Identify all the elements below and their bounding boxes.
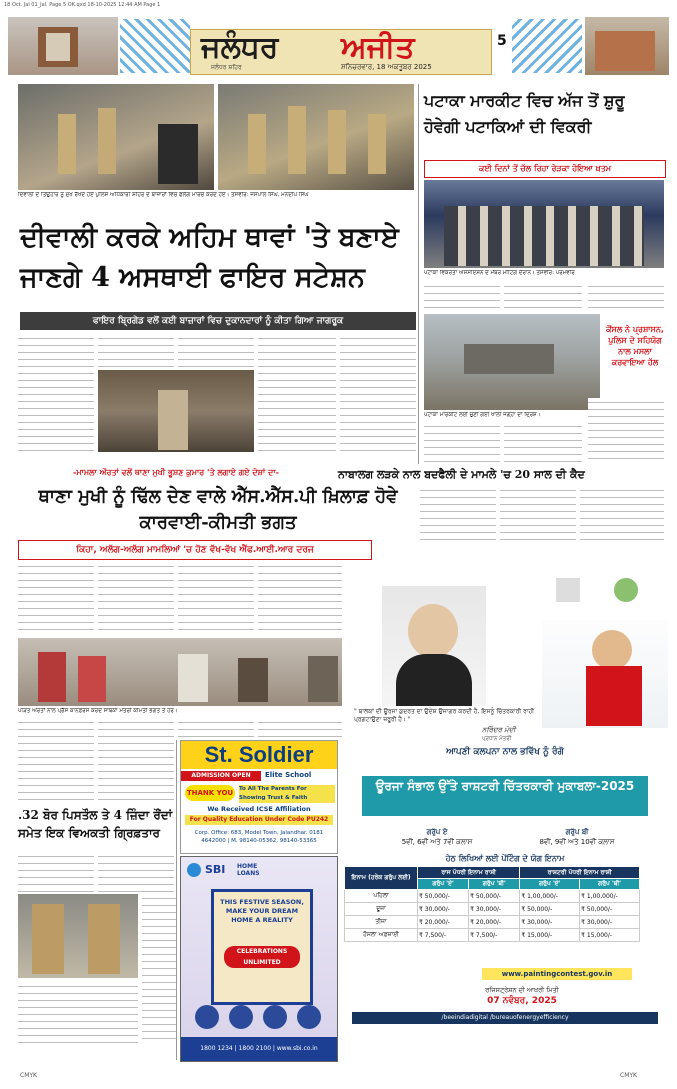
sbi-house [211, 889, 313, 1005]
prize-cell: ₹ 1,00,000/- [580, 890, 640, 903]
prize-cell: ₹ 7,500/- [418, 929, 469, 942]
sho-kicker: -ਮਾਮਲਾ ਔਰਤਾਂ ਵਲੋਂ ਥਾਣਾ ਮੁਖੀ ਭੂਸ਼ਣ ਕੁਮਾਰ 'ਤੇ ਲਗਾਏ ਗਏ ਦੋਸ਼ਾਂ ਦਾ- [73, 468, 279, 477]
girl-painting-photo [542, 620, 668, 728]
prize-cell: ਪਹਿਲਾ [345, 890, 418, 903]
prize-sub-state-a: ਗਰੁੱਪ 'ਏ' [418, 879, 469, 890]
pistol-headline: .32 ਬੋਰ ਪਿਸਤੌਲ ਤੇ 4 ਜ਼ਿੰਦਾ ਰੌਂਦਾਂ ਸਮੇਤ ਇਕ ਵਿਅਕਤੀ ਗ੍ਰਿਫ਼ਤਾਰ [18, 808, 173, 840]
masthead-city: ਜਲੰਧਰ [201, 30, 279, 65]
stsoldier-cbse: We Received ICSE Affiliation [207, 805, 311, 813]
column-rule [418, 84, 419, 464]
pistol-body-2 [98, 852, 174, 892]
pistol-police-photo [18, 894, 138, 978]
masthead-banner [190, 29, 492, 75]
prize-cell: ₹ 20,000/- [469, 916, 520, 929]
prize-header-state: ਰਾਜ ਪੱਧਰੀ ਇਨਾਮ ਰਾਸ਼ੀ [418, 867, 520, 879]
prize-sub-nat-b: ਗਰੁੱਪ 'ਬੀ' [580, 879, 640, 890]
prize-cell: ਤੀਜਾ [345, 916, 418, 929]
painting-invite: ਆਪਣੀ ਕਲਪਨਾ ਨਾਲ ਭਵਿੱਖ ਨੂੰ ਰੰਗੋ [446, 747, 564, 757]
painting-group-b: ਗਰੁੱਪ ਬੀ [565, 828, 589, 836]
prize-cell: ₹ 50,000/- [580, 903, 640, 916]
fire-market-photo [98, 370, 254, 452]
cracker-body-1 [424, 282, 500, 312]
fire-headline: ਦੀਵਾਲੀ ਕਰਕੇ ਅਹਿਮ ਥਾਵਾਂ 'ਤੇ ਬਣਾਏ ਜਾਣਗੇ 4 ਅਸਥਾਈ ਫਾਇਰ ਸਟੇਸ਼ਨ [20, 222, 399, 293]
cracker-body-5 [504, 422, 582, 464]
stsoldier-thank-you: THANK YOU [185, 785, 235, 801]
prize-cell: ₹ 15,000/- [520, 929, 580, 942]
painting-sig-title: ਪ੍ਰਧਾਨ ਮੰਤਰੀ [482, 736, 512, 742]
prize-sub-nat-a: ਗਰੁੱਪ 'ਏ' [520, 879, 580, 890]
fire-body-col-1 [18, 334, 94, 454]
prize-cell: ਦੂਜਾ [345, 903, 418, 916]
painting-handles: /beeindiadigital /bureauofenergyefficiency [352, 1012, 658, 1024]
pistol-body-4 [18, 982, 138, 1044]
modi-photo [382, 586, 486, 706]
masthead-right-photo [585, 17, 669, 75]
masthead-pattern-left [120, 19, 190, 73]
painting-title: ਊਰਜਾ ਸੰਭਾਲ ਉੱਤੇ ਰਾਸ਼ਟਰੀ ਚਿੱਤਰਕਾਰੀ ਮੁਕਾਬਲਾ-2025 [362, 776, 648, 816]
cracker-body-4 [424, 422, 500, 464]
stsoldier-ad[interactable] [180, 740, 338, 854]
stsoldier-thanks-line: To All The Parents For Showing Trust & Faith [239, 785, 335, 803]
fire-body-col-5 [340, 334, 416, 454]
sho-headline: ਥਾਣਾ ਮੁਖੀ ਨੂੰ ਢਿੱਲ ਦੇਣ ਵਾਲੇ ਐੱਸ.ਐੱਸ.ਪੀ ਖ਼ਿਲਾਫ਼ ਹੋਵੇ ਕਾਰਵਾਈ-ਕੀਮਤੀ ਭਗਤ [38, 486, 398, 533]
home-icon [195, 1005, 219, 1029]
sbi-ad[interactable] [180, 856, 338, 1062]
page-number: 5 [497, 33, 507, 49]
painting-group-a-classes: 5ਵੀਂ, 6ਵੀਂ ਅਤੇ 7ਵੀਂ ਕਲਾਸ [401, 838, 473, 846]
painting-prizes-title: ਹੇਠ ਲਿਖਿਆਂ ਲਈ ਪੇਂਟਿੰਗ ਦੇ ਯੋਗ ਇਨਾਮ [445, 854, 565, 863]
cracker-body-2 [504, 282, 582, 312]
sbi-product: HOME LOANS [237, 863, 260, 877]
footer-right: CMYK [620, 1072, 637, 1079]
masthead [0, 15, 677, 79]
sbi-tagline: THIS FESTIVE SEASON, MAKE YOUR DREAM HOME A REALITY [220, 898, 304, 924]
table-row [345, 929, 640, 942]
sho-body-5 [18, 718, 94, 802]
stsoldier-address: Corp. Office: 683, Model Town, Jalandhar. 0181 4642000 | M. 98140-05362, 98140-53365 [194, 830, 324, 844]
percent-icon [229, 1005, 253, 1029]
prize-cell: ₹ 7,500/- [469, 929, 520, 942]
sbi-footer: 1800 1234 | 1800 2100 | www.sbi.co.in [181, 1037, 337, 1061]
calendar-icon [263, 1005, 287, 1029]
sbi-badge: CELEBRATIONS UNLIMITED [224, 946, 300, 968]
sho-photo-caption: ਪੀੜਤ ਔਰਤਾਂ ਨਾਲ ਪ੍ਰੈੱਸ ਕਾਨਫ਼ਰੰਸ ਕਰਦੇ ਸਾਬਕਾ ਮੰਤਰੀ ਕੀਮਤੀ ਭਗਤ ਤੇ ਹੋਰ। [18, 708, 178, 714]
sho-body-1 [18, 562, 94, 636]
masthead-paper: ਅਜੀਤ [341, 30, 415, 65]
fire-body-col-4 [258, 334, 336, 454]
fire-body-col-2 [98, 334, 174, 368]
stsoldier-admission: ADMISSION OPEN [181, 771, 261, 781]
fire-subhead: ਫਾਇਰ ਬ੍ਰਿਗੇਡ ਵਲੋਂ ਕਈ ਬਾਜ਼ਾਰਾਂ ਵਿਚ ਦੁਕਾਨਦਾਰਾਂ ਨੂੰ ਕੀਤਾ ਗਿਆ ਜਾਗਰੂਕ [20, 312, 416, 330]
print-slug: 18 Oct. Jal 01_Jal. Page 5 OK.qxd 18-10-2025 12:44 AM Page 1 [4, 2, 161, 8]
cracker-body-3 [588, 282, 664, 310]
sho-subhead: ਕਿਹਾ, ਅਲੱਗ-ਅਲੱਗ ਮਾਮਲਿਆਂ 'ਚ ਹੋਣ ਵੱਖ-ਵੱਖ ਐੱਫ.ਆਈ.ਆਰ ਦਰਜ [18, 540, 372, 560]
prize-cell: ₹ 50,000/- [469, 890, 520, 903]
stsoldier-name: St. Soldier [181, 741, 337, 769]
fire-photo-caption: ਦਿਵਾਲੀ ਦੇ ਤਿਉਹਾਰ ਨੂੰ ਮੁੱਖ ਰੱਖਦੇ ਹੋਏ ਪੁਲਿਸ ਅਧਿਕਾਰੀ ਸ਼ਹਿਰ ਦੇ ਬਾਜ਼ਾਰਾਂ ਵਿਚ ਫਲੈਗ ਮਾਰਚ ਕਰਦੇ ਹੋਏ। ਤਸਵੀਰ: ਜਸਪਾਲ ਸਿੰਘ, ਮਨਦੀਪ ਸਿੰਘ [18, 192, 309, 198]
sho-body-3 [178, 562, 254, 636]
police-march-photo-2 [218, 84, 414, 190]
cracker-subhead: ਕਈ ਦਿਨਾਂ ਤੋਂ ਚੱਲ ਰਿਹਾ ਰੇੜਕਾ ਹੋਇਆ ਖ਼ਤਮ [424, 160, 666, 178]
pistol-body-3 [142, 894, 176, 1044]
painting-group-a: ਗਰੁੱਪ ਏ [426, 828, 448, 836]
painting-quote: " ਬਾਲਕਾਂ ਦੀ ਊਰਜਾ ਕੁਦਰਤ ਦਾ ਉਦੇਸ਼ ਉਜਾਗਰ ਕਰਦੀ ਹੈ, ਇਸਨੂੰ ਚਿੱਤਰਕਾਰੀ ਰਾਹੀਂ ਪ੍ਰਗਟਾਉਣਾ ਜ਼ਰੂਰੀ ਹੈ। " [354, 708, 534, 723]
cracker-group-photo [424, 180, 664, 268]
sho-body-6 [98, 718, 174, 802]
cracker-ground-caption: ਪਟਾਕਾ ਮਾਰਕੀਟ ਲਈ ਚੁਣੀ ਗਈ ਖਾਲੀ ਜਗ੍ਹਾ ਦਾ ਦ੍ਰਿਸ਼। [424, 412, 541, 418]
masthead-pattern-right [512, 19, 582, 73]
prize-cell: ₹ 30,000/- [580, 916, 640, 929]
column-rule [176, 740, 177, 1060]
sbi-logo-icon [187, 863, 201, 877]
prize-header-award: ਇਨਾਮ (ਹਰੇਕ ਗਰੁੱਪ ਲਈ) [345, 867, 418, 890]
painting-last-date-label: ਰਜਿਸਟ੍ਰੇਸ਼ਨ ਦੀ ਆਖ਼ਰੀ ਮਿਤੀ [485, 986, 559, 994]
prize-header-national: ਰਾਸ਼ਟਰੀ ਪੱਧਰੀ ਇਨਾਮ ਰਾਸ਼ੀ [520, 867, 640, 879]
table-row [345, 903, 640, 916]
minor-body-1 [420, 486, 496, 546]
sbi-brand: SBI [205, 863, 226, 876]
sho-press-photo [18, 638, 370, 706]
table-row [345, 916, 640, 929]
prize-cell: ₹ 30,000/- [418, 903, 469, 916]
sho-body-7 [178, 718, 254, 738]
painting-signature: ਨਰਿੰਦਰ ਮੋਦੀ [482, 726, 516, 734]
cracker-photo-caption: ਪਟਾਕਾ ਵਿਕਰੇਤਾ ਐਸੋਸੀਏਸ਼ਨ ਦੇ ਮੈਂਬਰ ਮੀਟਿੰਗ ਦੌਰਾਨ। ਤਸਵੀਰ: ਪਰਮਵੀਰ [424, 270, 575, 276]
masthead-sub: ਜਲੰਧਰ ਸ਼ਹਿਰ [211, 64, 242, 71]
painting-group-b-classes: 8ਵੀਂ, 9ਵੀਂ ਅਤੇ 10ਵੀਂ ਕਲਾਸ [539, 838, 615, 846]
cracker-side-box: ਕੌਂਸਲ ਨੇ ਪ੍ਰਸ਼ਾਸਨ, ਪੁਲਿਸ ਦੇ ਸਹਿਯੋਗ ਨਾਲ ਮਸਲਾ ਕਰਵਾਇਆ ਹੱਲ [606, 325, 664, 367]
prize-cell: ₹ 15,000/- [580, 929, 640, 942]
masthead-date: ਸ਼ਨਿਚਰਵਾਰ, 18 ਅਕਤੂਬਰ 2025 [341, 63, 432, 71]
prize-cell: ₹ 50,000/- [418, 890, 469, 903]
police-march-photo-1 [18, 84, 214, 190]
stsoldier-code: For Quality Education Under Code PU242 [185, 815, 333, 825]
prize-cell: ₹ 20,000/- [418, 916, 469, 929]
minor-headline: ਨਾਬਾਲਗ ਲੜਕੇ ਨਾਲ ਬਦਫੈਲੀ ਦੇ ਮਾਮਲੇ 'ਚ 20 ਸਾਲ ਦੀ ਕੈਦ [338, 468, 585, 481]
fire-body-col-3 [178, 334, 254, 368]
sho-body-2 [98, 562, 174, 636]
cracker-body-6 [588, 398, 664, 464]
prize-cell: ₹ 1,00,000/- [520, 890, 580, 903]
govt-emblem-icon [556, 578, 580, 602]
prize-cell: ₹ 50,000/- [520, 903, 580, 916]
cracker-headline: ਪਟਾਕਾ ਮਾਰਕੀਟ ਵਿਚ ਅੱਜ ਤੋਂ ਸ਼ੁਰੂ ਹੋਵੇਗੀ ਪਟਾਕਿਆਂ ਦੀ ਵਿਕਰੀ [424, 91, 625, 136]
prize-cell: ₹ 30,000/- [469, 903, 520, 916]
bee-logo-icon [614, 578, 638, 602]
prize-cell: ₹ 30,000/- [520, 916, 580, 929]
minor-body-2 [500, 486, 576, 546]
table-row [345, 890, 640, 903]
stsoldier-school: Elite School [265, 771, 312, 779]
cracker-ground-photo [424, 314, 600, 410]
footer-left: CMYK [20, 1072, 37, 1079]
pistol-body-1 [18, 852, 94, 892]
prize-sub-state-b: ਗਰੁੱਪ 'ਬੀ' [469, 879, 520, 890]
painting-last-date: 07 ਨਵੰਬਰ, 2025 [487, 996, 557, 1006]
zero-fee-icon [297, 1005, 321, 1029]
masthead-left-photo [8, 17, 118, 75]
prize-cell: ਹੌਸਲਾ ਅਫ਼ਜ਼ਾਈ [345, 929, 418, 942]
sbi-feature-icons [195, 1005, 323, 1029]
painting-website[interactable]: www.paintingcontest.gov.in [482, 968, 632, 980]
prize-table [344, 866, 640, 942]
minor-body-3 [580, 486, 664, 546]
painting-ad[interactable] [342, 566, 668, 1066]
